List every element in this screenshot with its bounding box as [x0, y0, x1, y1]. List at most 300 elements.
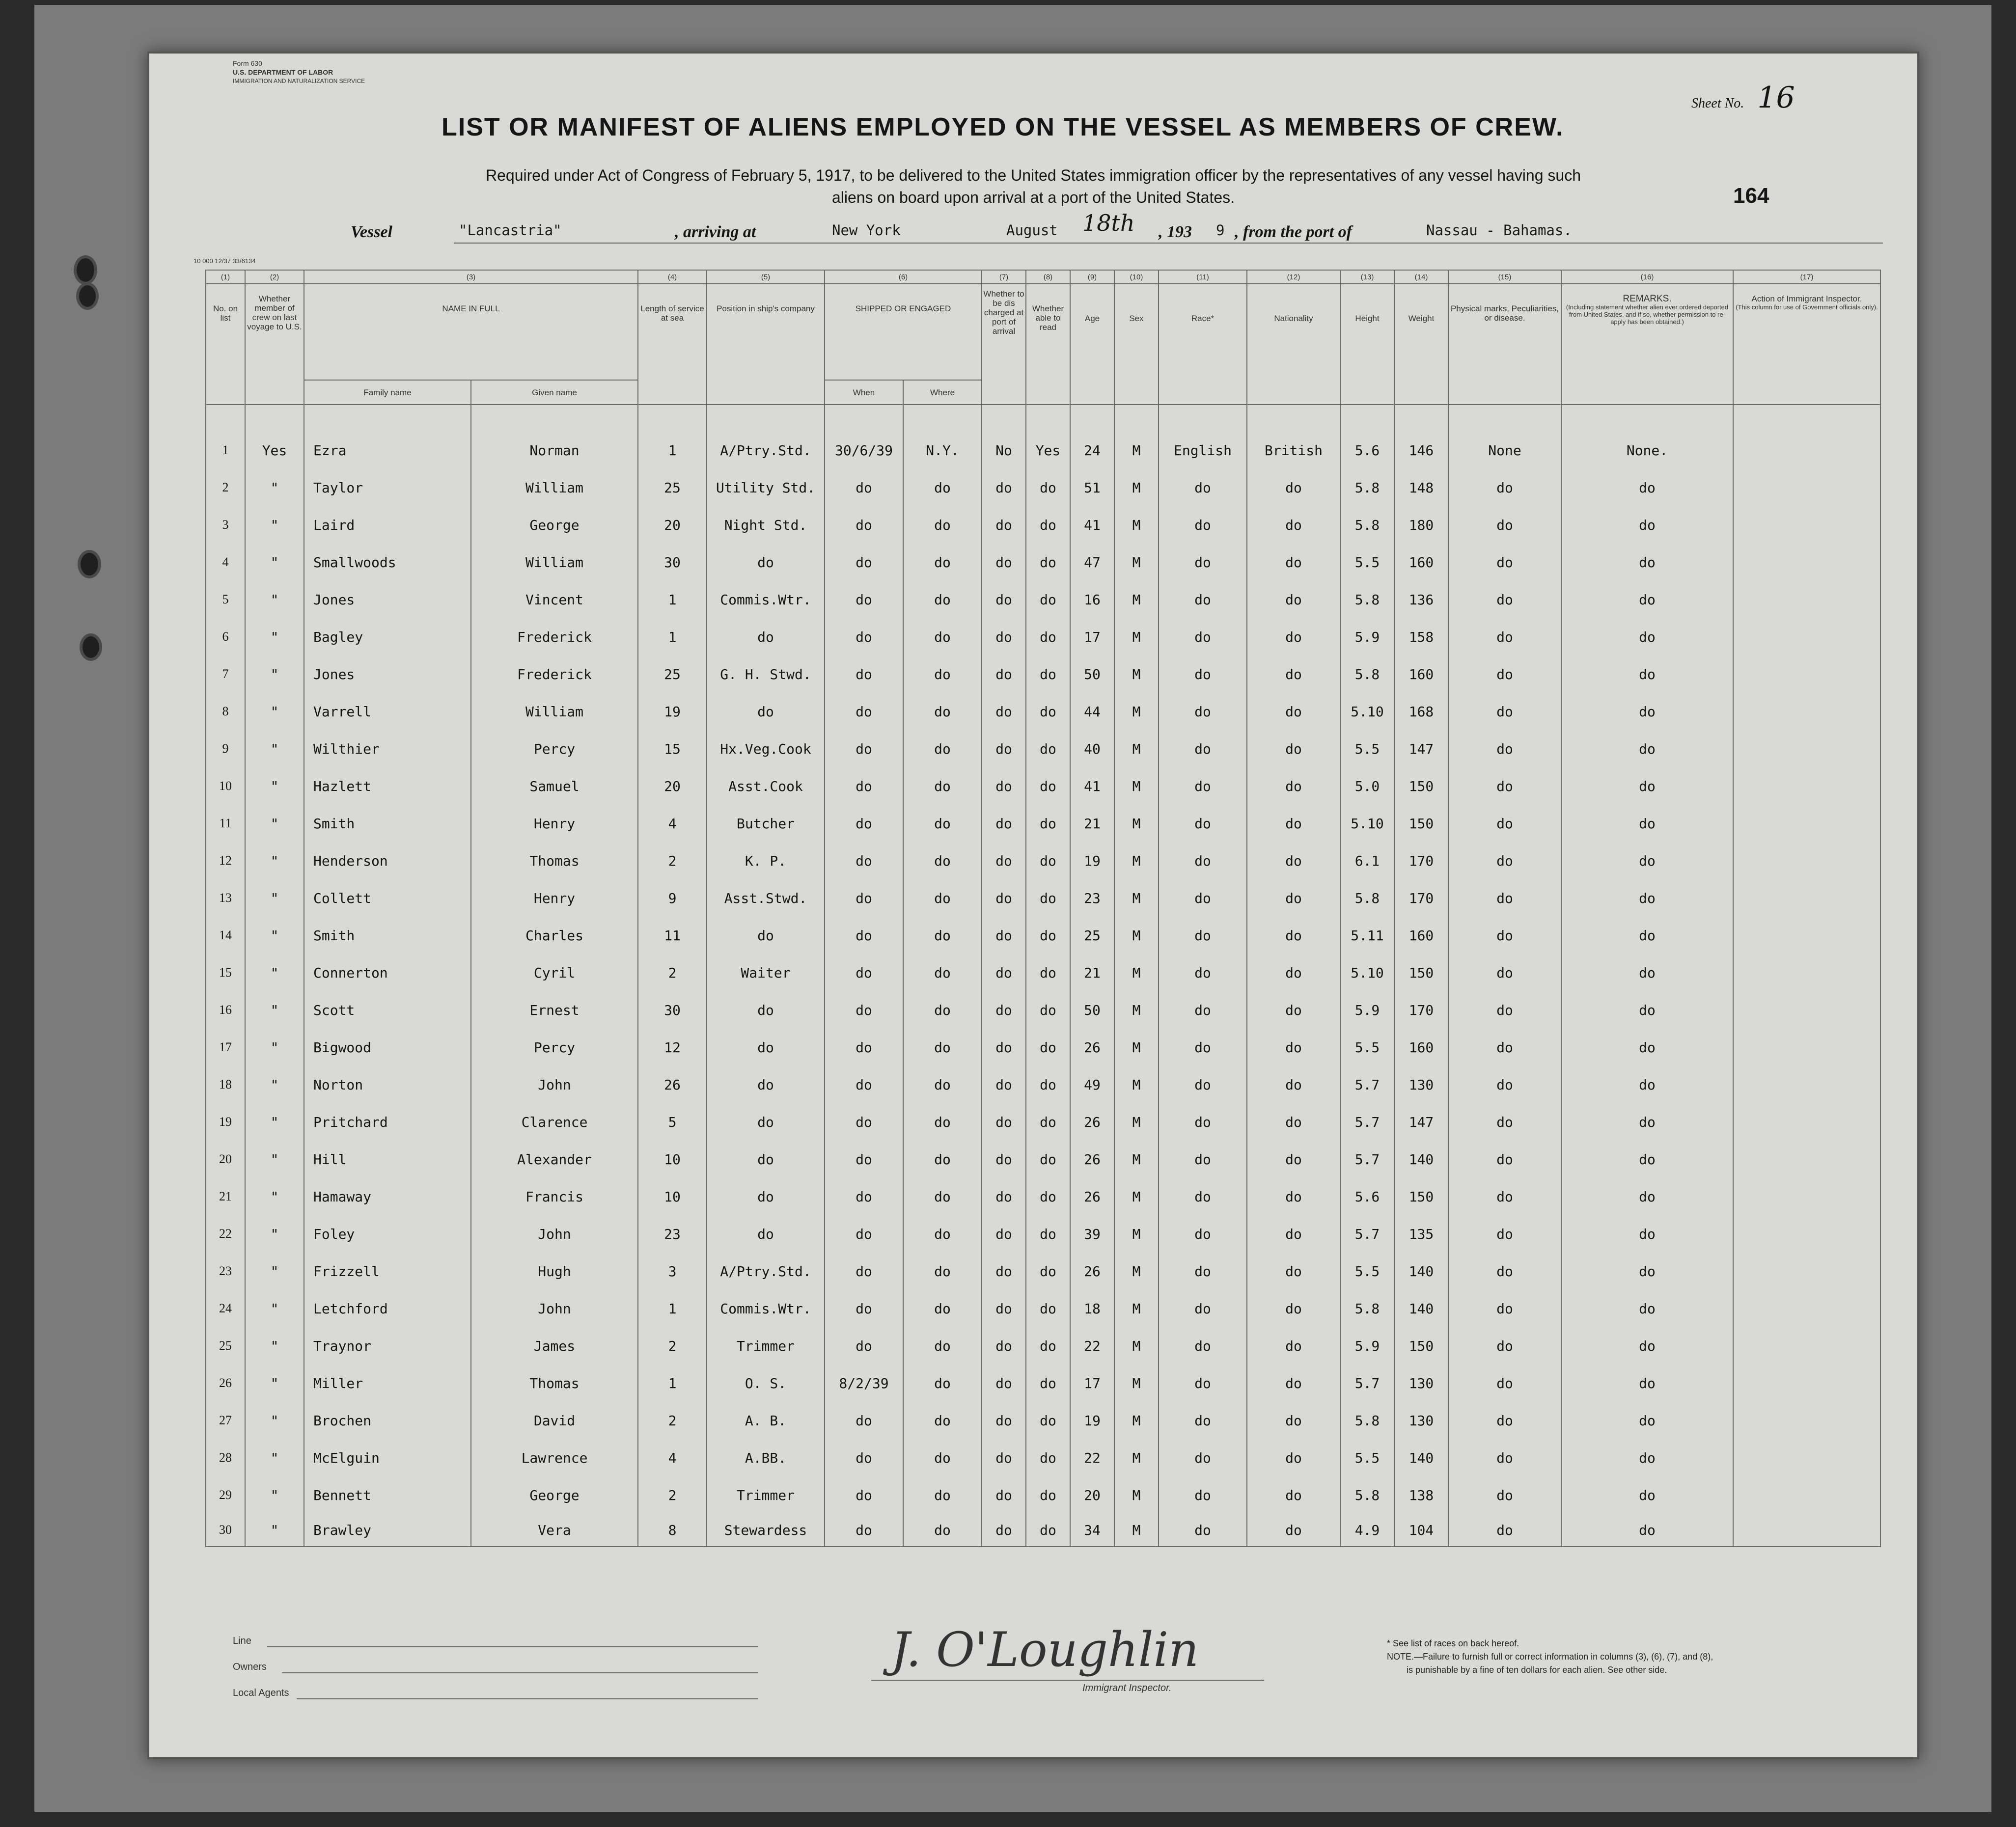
- last-voyage-cell: ": [245, 805, 304, 842]
- age-cell: 26: [1070, 1103, 1114, 1141]
- family-name-cell: Pritchard: [304, 1103, 471, 1141]
- weight-cell: 140: [1394, 1439, 1448, 1476]
- print-code: 10 000 12/37 33/6134: [193, 257, 256, 265]
- race-cell: do: [1159, 1103, 1247, 1141]
- nationality-cell: do: [1247, 469, 1340, 506]
- crew-row: [206, 693, 1880, 730]
- row-number: 11: [206, 805, 245, 842]
- when-cell: do: [825, 917, 903, 954]
- given-name-cell: John: [471, 1215, 638, 1253]
- sex-cell: M: [1114, 1439, 1159, 1476]
- where-cell: do: [903, 506, 982, 544]
- discharged-cell: do: [982, 1141, 1026, 1178]
- race-cell: do: [1159, 805, 1247, 842]
- crew-row: [206, 1439, 1880, 1476]
- age-cell: 26: [1070, 1141, 1114, 1178]
- given-name-cell: Clarence: [471, 1103, 638, 1141]
- age-cell: 17: [1070, 618, 1114, 655]
- physical-marks-cell: do: [1448, 1476, 1561, 1514]
- when-cell: do: [825, 1178, 903, 1215]
- race-cell: do: [1159, 1253, 1247, 1290]
- position-cell: do: [707, 991, 825, 1029]
- where-cell: do: [903, 1103, 982, 1141]
- physical-marks-cell: do: [1448, 1439, 1561, 1476]
- sex-cell: M: [1114, 1066, 1159, 1103]
- action-cell: [1733, 1290, 1880, 1327]
- crew-row: [206, 1290, 1880, 1327]
- age-cell: 39: [1070, 1215, 1114, 1253]
- sex-cell: M: [1114, 879, 1159, 917]
- races-note: * See list of races on back hereof.: [1387, 1638, 1519, 1648]
- action-cell: [1733, 1029, 1880, 1066]
- nationality-cell: do: [1247, 1215, 1340, 1253]
- family-name-cell: Letchford: [304, 1290, 471, 1327]
- given-name-cell: Thomas: [471, 842, 638, 879]
- remarks-cell: do: [1561, 469, 1733, 506]
- weight-cell: 130: [1394, 1364, 1448, 1402]
- header-remarks: [1561, 284, 1733, 405]
- weight-cell: 135: [1394, 1215, 1448, 1253]
- height-cell: 5.7: [1340, 1066, 1394, 1103]
- when-cell: do: [825, 1066, 903, 1103]
- weight-cell: 170: [1394, 991, 1448, 1029]
- last-voyage-cell: ": [245, 1364, 304, 1402]
- weight-cell: 160: [1394, 544, 1448, 581]
- service-length-cell: 19: [638, 693, 707, 730]
- action-cell: [1733, 991, 1880, 1029]
- sex-cell: M: [1114, 842, 1159, 879]
- crew-row: [206, 618, 1880, 655]
- service-length-cell: 23: [638, 1215, 707, 1253]
- remarks-cell: do: [1561, 1476, 1733, 1514]
- action-cell: [1733, 1215, 1880, 1253]
- given-name-cell: Samuel: [471, 767, 638, 805]
- sex-cell: M: [1114, 581, 1159, 618]
- age-cell: 34: [1070, 1514, 1114, 1547]
- remarks-cell: do: [1561, 618, 1733, 655]
- last-voyage-cell: ": [245, 1402, 304, 1439]
- action-cell: [1733, 432, 1880, 469]
- row-number: 24: [206, 1290, 245, 1327]
- able-read-cell: do: [1026, 1066, 1070, 1103]
- sex-cell: M: [1114, 730, 1159, 767]
- sex-cell: M: [1114, 991, 1159, 1029]
- last-voyage-cell: ": [245, 618, 304, 655]
- header-position: Position in ship's company: [707, 284, 825, 405]
- discharged-cell: do: [982, 1514, 1026, 1547]
- position-cell: G. H. Stwd.: [707, 655, 825, 693]
- discharged-cell: do: [982, 1402, 1026, 1439]
- weight-cell: 158: [1394, 618, 1448, 655]
- row-number: 8: [206, 693, 245, 730]
- service-length-cell: 2: [638, 1476, 707, 1514]
- last-voyage-cell: ": [245, 1029, 304, 1066]
- when-cell: do: [825, 693, 903, 730]
- age-cell: 49: [1070, 1066, 1114, 1103]
- weight-cell: 160: [1394, 917, 1448, 954]
- discharged-cell: do: [982, 1476, 1026, 1514]
- where-cell: N.Y.: [903, 432, 982, 469]
- row-number: 27: [206, 1402, 245, 1439]
- able-read-cell: do: [1026, 879, 1070, 917]
- family-name-cell: Bennett: [304, 1476, 471, 1514]
- remarks-cell: do: [1561, 917, 1733, 954]
- family-name-cell: Collett: [304, 879, 471, 917]
- given-name-cell: Vera: [471, 1514, 638, 1547]
- position-cell: do: [707, 1215, 825, 1253]
- column-number: (14): [1394, 270, 1448, 284]
- crew-row: [206, 469, 1880, 506]
- nationality-cell: do: [1247, 917, 1340, 954]
- sex-cell: M: [1114, 693, 1159, 730]
- race-cell: do: [1159, 991, 1247, 1029]
- when-cell: do: [825, 1476, 903, 1514]
- height-cell: 5.8: [1340, 469, 1394, 506]
- action-cell: [1733, 1364, 1880, 1402]
- header-discharged: Whether to be dis charged at port of arrival: [982, 284, 1026, 405]
- sheet-number: 16: [1757, 81, 1795, 115]
- age-cell: 25: [1070, 917, 1114, 954]
- crew-row: [206, 432, 1880, 469]
- crew-row: [206, 767, 1880, 805]
- remarks-note: (Including statement whether alien ever ordered deported from United States, and if so, whether permission to re-apply has been obtained.): [1566, 303, 1729, 326]
- family-name-cell: Jones: [304, 581, 471, 618]
- row-number: 1: [206, 432, 245, 469]
- action-cell: [1733, 879, 1880, 917]
- last-voyage-cell: ": [245, 1178, 304, 1215]
- last-voyage-cell: ": [245, 767, 304, 805]
- able-read-cell: do: [1026, 544, 1070, 581]
- service-length-cell: 20: [638, 506, 707, 544]
- nationality-cell: do: [1247, 1290, 1340, 1327]
- where-cell: do: [903, 1141, 982, 1178]
- nationality-cell: do: [1247, 544, 1340, 581]
- weight-cell: 160: [1394, 1029, 1448, 1066]
- remarks-cell: do: [1561, 1364, 1733, 1402]
- race-cell: do: [1159, 693, 1247, 730]
- remarks-cell: do: [1561, 730, 1733, 767]
- subtitle-line-1: Required under Act of Congress of February 5, 1917, to be delivered to the United States immigration officer by the representatives of any vessel having such: [486, 166, 1581, 184]
- column-number: (2): [245, 270, 304, 284]
- when-cell: do: [825, 730, 903, 767]
- height-cell: 5.8: [1340, 1402, 1394, 1439]
- action-cell: [1733, 730, 1880, 767]
- owners-rule: [282, 1672, 758, 1673]
- age-cell: 26: [1070, 1178, 1114, 1215]
- where-cell: do: [903, 544, 982, 581]
- line-label: Line: [233, 1636, 251, 1646]
- nationality-cell: British: [1247, 432, 1340, 469]
- service-length-cell: 11: [638, 917, 707, 954]
- age-cell: 17: [1070, 1364, 1114, 1402]
- row-number: 14: [206, 917, 245, 954]
- crew-row: [206, 991, 1880, 1029]
- weight-cell: 170: [1394, 879, 1448, 917]
- family-name-cell: Miller: [304, 1364, 471, 1402]
- position-cell: Utility Std.: [707, 469, 825, 506]
- action-cell: [1733, 1141, 1880, 1178]
- height-cell: 5.5: [1340, 1029, 1394, 1066]
- race-cell: do: [1159, 1364, 1247, 1402]
- last-voyage-cell: ": [245, 581, 304, 618]
- able-read-cell: do: [1026, 1327, 1070, 1364]
- height-cell: 5.9: [1340, 991, 1394, 1029]
- sex-cell: M: [1114, 1364, 1159, 1402]
- physical-marks-cell: do: [1448, 693, 1561, 730]
- height-cell: 5.10: [1340, 693, 1394, 730]
- discharged-cell: do: [982, 991, 1026, 1029]
- discharged-cell: do: [982, 506, 1026, 544]
- vessel-rule: [454, 243, 1883, 244]
- given-name-cell: James: [471, 1327, 638, 1364]
- weight-cell: 140: [1394, 1253, 1448, 1290]
- discharged-cell: do: [982, 917, 1026, 954]
- last-voyage-cell: ": [245, 730, 304, 767]
- when-cell: do: [825, 1439, 903, 1476]
- when-cell: do: [825, 1215, 903, 1253]
- family-name-cell: Ezra: [304, 432, 471, 469]
- family-name-cell: Norton: [304, 1066, 471, 1103]
- age-cell: 22: [1070, 1327, 1114, 1364]
- remarks-cell: do: [1561, 991, 1733, 1029]
- service-length-cell: 1: [638, 1290, 707, 1327]
- position-cell: Stewardess: [707, 1514, 825, 1547]
- year-label: , 193: [1159, 223, 1192, 241]
- weight-cell: 150: [1394, 1327, 1448, 1364]
- discharged-cell: do: [982, 1439, 1026, 1476]
- when-cell: do: [825, 842, 903, 879]
- weight-cell: 180: [1394, 506, 1448, 544]
- punch-hole: [74, 255, 97, 285]
- arrival-month: August: [1006, 222, 1058, 239]
- able-read-cell: do: [1026, 655, 1070, 693]
- nationality-cell: do: [1247, 730, 1340, 767]
- able-read-cell: do: [1026, 767, 1070, 805]
- action-cell: [1733, 1327, 1880, 1364]
- last-voyage-cell: ": [245, 506, 304, 544]
- position-cell: Night Std.: [707, 506, 825, 544]
- physical-marks-cell: do: [1448, 1141, 1561, 1178]
- discharged-cell: do: [982, 730, 1026, 767]
- able-read-cell: do: [1026, 1215, 1070, 1253]
- sex-cell: M: [1114, 767, 1159, 805]
- weight-cell: 130: [1394, 1066, 1448, 1103]
- department-name: U.S. DEPARTMENT OF LABOR: [233, 68, 333, 76]
- service-length-cell: 4: [638, 1439, 707, 1476]
- crew-row: [206, 1364, 1880, 1402]
- nationality-cell: do: [1247, 1141, 1340, 1178]
- last-voyage-cell: Yes: [245, 432, 304, 469]
- position-cell: Commis.Wtr.: [707, 581, 825, 618]
- last-voyage-cell: ": [245, 1066, 304, 1103]
- family-name-cell: Jones: [304, 655, 471, 693]
- family-name-cell: Traynor: [304, 1327, 471, 1364]
- sex-cell: M: [1114, 1253, 1159, 1290]
- family-name-cell: Hill: [304, 1141, 471, 1178]
- age-cell: 21: [1070, 954, 1114, 991]
- discharged-cell: do: [982, 1364, 1026, 1402]
- service-length-cell: 25: [638, 655, 707, 693]
- physical-marks-cell: do: [1448, 506, 1561, 544]
- row-number: 29: [206, 1476, 245, 1514]
- row-number: 6: [206, 618, 245, 655]
- page-title: LIST OR MANIFEST OF ALIENS EMPLOYED ON THE VESSEL AS MEMBERS OF CREW.: [442, 113, 1564, 141]
- family-name-cell: Taylor: [304, 469, 471, 506]
- able-read-cell: do: [1026, 1178, 1070, 1215]
- crew-row: [206, 1402, 1880, 1439]
- race-cell: do: [1159, 1290, 1247, 1327]
- row-number: 13: [206, 879, 245, 917]
- physical-marks-cell: do: [1448, 1029, 1561, 1066]
- departure-port: Nassau - Bahamas.: [1426, 222, 1572, 239]
- last-voyage-cell: ": [245, 917, 304, 954]
- physical-marks-cell: do: [1448, 842, 1561, 879]
- race-cell: do: [1159, 842, 1247, 879]
- column-number: (6): [825, 270, 982, 284]
- where-cell: do: [903, 469, 982, 506]
- race-cell: do: [1159, 767, 1247, 805]
- crew-row: [206, 544, 1880, 581]
- position-cell: A. B.: [707, 1402, 825, 1439]
- when-cell: do: [825, 954, 903, 991]
- row-number: 21: [206, 1178, 245, 1215]
- able-read-cell: do: [1026, 991, 1070, 1029]
- sex-cell: M: [1114, 655, 1159, 693]
- owners-label: Owners: [233, 1662, 267, 1672]
- nationality-cell: do: [1247, 506, 1340, 544]
- nationality-cell: do: [1247, 1364, 1340, 1402]
- column-number: (16): [1561, 270, 1733, 284]
- where-cell: do: [903, 1402, 982, 1439]
- header-last-voyage: Whether member of crew on last voyage to U.S.: [245, 284, 304, 405]
- action-cell: [1733, 1402, 1880, 1439]
- discharged-cell: do: [982, 1029, 1026, 1066]
- header-weight: Weight: [1394, 284, 1448, 405]
- where-cell: do: [903, 954, 982, 991]
- remarks-cell: do: [1561, 693, 1733, 730]
- family-name-cell: Brochen: [304, 1402, 471, 1439]
- service-length-cell: 12: [638, 1029, 707, 1066]
- able-read-cell: Yes: [1026, 432, 1070, 469]
- crew-row: [206, 506, 1880, 544]
- position-cell: A/Ptry.Std.: [707, 1253, 825, 1290]
- physical-marks-cell: do: [1448, 1364, 1561, 1402]
- service-length-cell: 20: [638, 767, 707, 805]
- race-cell: do: [1159, 1402, 1247, 1439]
- action-cell: [1733, 1066, 1880, 1103]
- when-cell: do: [825, 1514, 903, 1547]
- last-voyage-cell: ": [245, 1476, 304, 1514]
- family-name-cell: Smallwoods: [304, 544, 471, 581]
- where-cell: do: [903, 1364, 982, 1402]
- crew-row: [206, 1141, 1880, 1178]
- action-cell: [1733, 805, 1880, 842]
- age-cell: 26: [1070, 1253, 1114, 1290]
- where-cell: do: [903, 917, 982, 954]
- position-cell: do: [707, 693, 825, 730]
- height-cell: 5.9: [1340, 1327, 1394, 1364]
- inspector-signature: J. O'Loughlin: [891, 1622, 1199, 1677]
- where-cell: do: [903, 842, 982, 879]
- position-cell: A/Ptry.Std.: [707, 432, 825, 469]
- remarks-title: REMARKS.: [1623, 294, 1672, 304]
- family-name-cell: Laird: [304, 506, 471, 544]
- column-number-row: [206, 270, 1880, 284]
- crew-row: [206, 1476, 1880, 1514]
- physical-marks-cell: do: [1448, 954, 1561, 991]
- position-cell: Hx.Veg.Cook: [707, 730, 825, 767]
- service-length-cell: 2: [638, 1402, 707, 1439]
- given-name-cell: Frederick: [471, 655, 638, 693]
- service-length-cell: 10: [638, 1178, 707, 1215]
- service-length-cell: 4: [638, 805, 707, 842]
- last-voyage-cell: ": [245, 1514, 304, 1547]
- given-name-cell: David: [471, 1402, 638, 1439]
- crew-row: [206, 917, 1880, 954]
- discharged-cell: do: [982, 1327, 1026, 1364]
- when-cell: do: [825, 1253, 903, 1290]
- race-cell: do: [1159, 469, 1247, 506]
- action-cell: [1733, 1439, 1880, 1476]
- height-cell: 5.5: [1340, 1253, 1394, 1290]
- crew-row: [206, 1215, 1880, 1253]
- action-cell: [1733, 954, 1880, 991]
- remarks-cell: do: [1561, 1215, 1733, 1253]
- height-cell: 5.5: [1340, 544, 1394, 581]
- age-cell: 50: [1070, 655, 1114, 693]
- row-number: 15: [206, 954, 245, 991]
- row-number: 30: [206, 1514, 245, 1547]
- service-length-cell: 10: [638, 1141, 707, 1178]
- where-cell: do: [903, 1514, 982, 1547]
- when-cell: do: [825, 1141, 903, 1178]
- given-name-cell: Percy: [471, 1029, 638, 1066]
- height-cell: 5.11: [1340, 917, 1394, 954]
- family-name-cell: Bigwood: [304, 1029, 471, 1066]
- action-cell: [1733, 506, 1880, 544]
- row-number: 22: [206, 1215, 245, 1253]
- where-cell: do: [903, 693, 982, 730]
- discharged-cell: do: [982, 618, 1026, 655]
- row-number: 26: [206, 1364, 245, 1402]
- race-cell: do: [1159, 1178, 1247, 1215]
- header-when: When: [825, 380, 903, 405]
- where-cell: do: [903, 655, 982, 693]
- action-cell: [1733, 1514, 1880, 1547]
- header-no-on-list: No. on list: [206, 284, 245, 405]
- nationality-cell: do: [1247, 1402, 1340, 1439]
- given-name-cell: Ernest: [471, 991, 638, 1029]
- weight-cell: 150: [1394, 767, 1448, 805]
- where-cell: do: [903, 1029, 982, 1066]
- header-length-service: Length of service at sea: [638, 284, 707, 405]
- header-given-name: Given name: [471, 380, 638, 405]
- sex-cell: M: [1114, 805, 1159, 842]
- able-read-cell: do: [1026, 1141, 1070, 1178]
- age-cell: 44: [1070, 693, 1114, 730]
- family-name-cell: Foley: [304, 1215, 471, 1253]
- last-voyage-cell: ": [245, 1327, 304, 1364]
- header-nationality: Nationality: [1247, 284, 1340, 405]
- family-name-cell: Frizzell: [304, 1253, 471, 1290]
- subtitle-line-2: aliens on board upon arrival at a port of the United States.: [831, 189, 1235, 206]
- family-name-cell: McElguin: [304, 1439, 471, 1476]
- service-length-cell: 30: [638, 991, 707, 1029]
- where-cell: do: [903, 879, 982, 917]
- punch-hole: [76, 282, 99, 310]
- height-cell: 5.5: [1340, 730, 1394, 767]
- from-port-label: , from the port of: [1235, 223, 1352, 241]
